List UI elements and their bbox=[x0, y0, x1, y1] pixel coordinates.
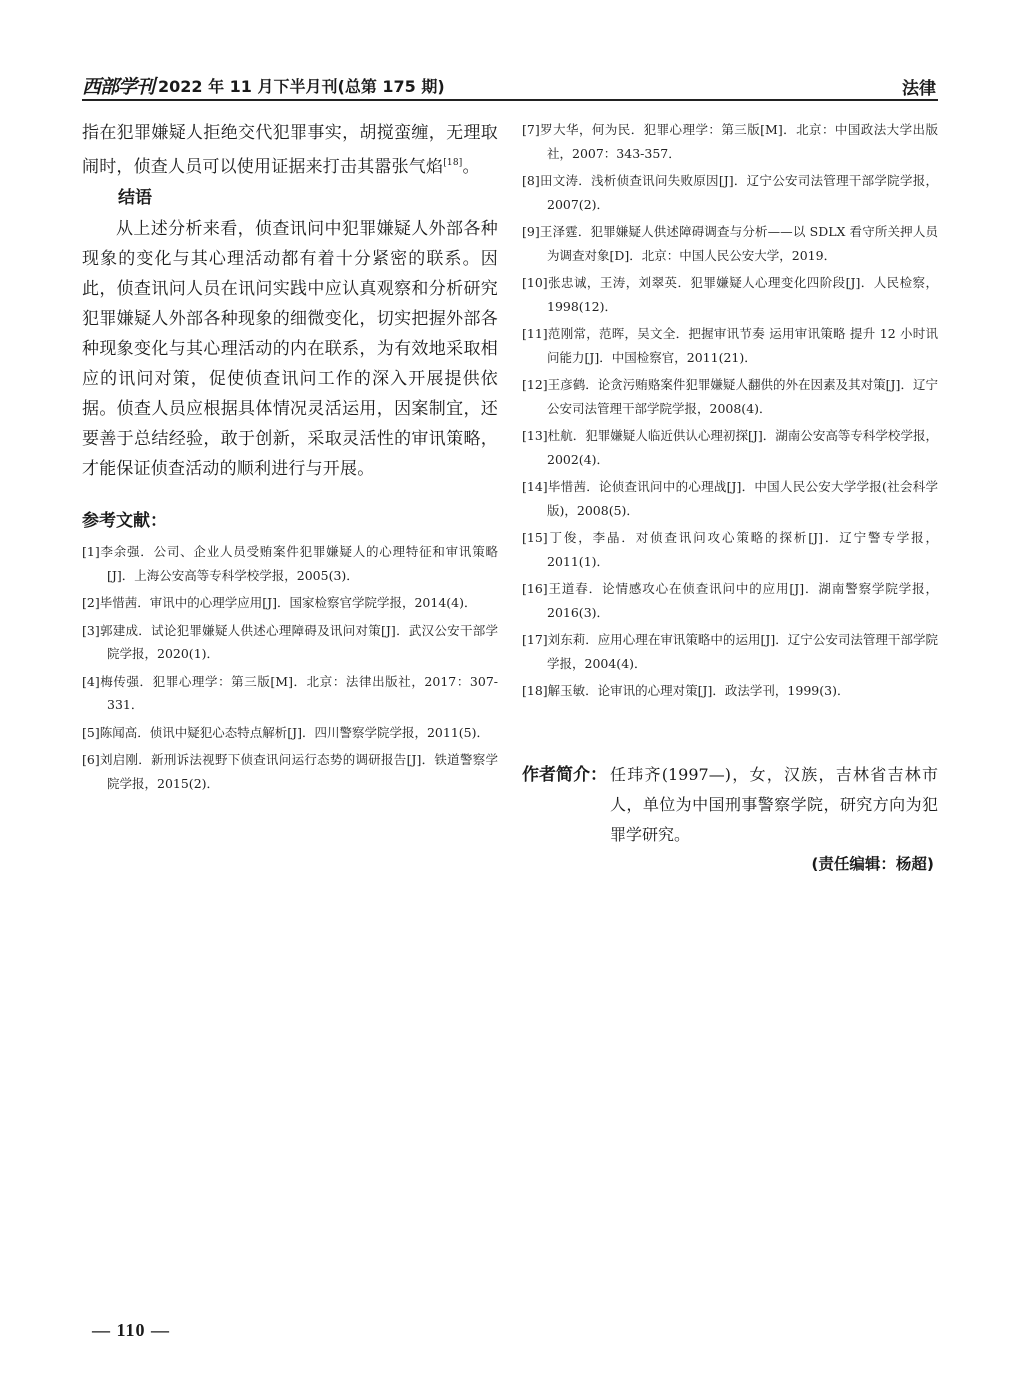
conclusion-heading: 结语 bbox=[118, 188, 152, 208]
reference-item: [18]解玉敏．论审讯的心理对策[J]．政法学刊，1999(3)． bbox=[522, 683, 850, 698]
section-label: 法律 bbox=[902, 79, 936, 99]
reference-item: [1]李余强．公司、企业人员受贿案件犯罪嫌疑人的心理特征和审讯策略[J]．上海公安高等专科学校学报，2005(3)． bbox=[82, 544, 498, 583]
references-heading: 参考文献： bbox=[82, 511, 167, 531]
author-text: 任玮齐(1997—)，女，汉族，吉林省吉林市人，单位为中国刑事警察学院，研究方向为犯罪学研究。 bbox=[610, 765, 938, 844]
reference-item: [2]毕惜茜．审讯中的心理学应用[J]．国家检察官学院学报，2014(4)． bbox=[82, 595, 477, 610]
reference-item: [16]王道春．论情感攻心在侦查讯问中的应用[J]．湖南警察学院学报，2016(3)． bbox=[522, 581, 938, 620]
reference-item: [17]刘东莉．应用心理在审讯策略中的运用[J]．辽宁公安司法管理干部学院学报，2004(4)． bbox=[522, 632, 938, 671]
reference-item: [12]王彦鹤．论贪污贿赂案件犯罪嫌疑人翻供的外在因素及其对策[J]．辽宁公安司法管理干部学院学报，2008(4)． bbox=[522, 377, 938, 416]
paragraph-1-text: 指在犯罪嫌疑人拒绝交代犯罪事实，胡搅蛮缠，无理取闹时，侦查人员可以使用证据来打击其嚣张气焰 bbox=[82, 123, 498, 177]
paragraph-1-end: 。 bbox=[462, 157, 480, 177]
left-column bbox=[82, 118, 498, 799]
responsible-editor: (责任编辑：杨超) bbox=[811, 855, 934, 873]
reference-item: [10]张忠诚，王涛，刘翠英．犯罪嫌疑人心理变化四阶段[J]．人民检察，1998(12)． bbox=[522, 275, 938, 314]
author-label: 作者简介： bbox=[522, 765, 607, 785]
body-paragraph-1 bbox=[82, 118, 498, 182]
page-header bbox=[82, 70, 938, 100]
reference-item: [6]刘启刚．新刑诉法视野下侦查讯问运行态势的调研报告[J]．铁道警察学院学报，2015(2)． bbox=[82, 752, 498, 791]
header-divider bbox=[82, 99, 938, 101]
conclusion-paragraph: 从上述分析来看，侦查讯问中犯罪嫌疑人外部各种现象的变化与其心理活动都有着十分紧密的联系。因此，侦查讯问人员在讯问实践中应认真观察和分析研究犯罪嫌疑人外部各种现象的细微变化，切实把握外部各种现象变化与其心理活动的内在联系，为有效地采取相应的讯问对策，促使侦查讯问工作的深入开展提供依据。侦查人员应根据具体情况灵活运用，因案制宜，还要善于总结经验，敢于创新，采取灵活性的审讯策略，才能保证侦查活动的顺利进行与开展。 bbox=[82, 219, 498, 479]
reference-item: [4]梅传强．犯罪心理学：第三版[M]．北京：法律出版社，2017：307-331． bbox=[82, 673, 498, 712]
reference-item: [13]杜航．犯罪嫌疑人临近供认心理初探[J]．湖南公安高等专科学校学报，2002(4)． bbox=[522, 428, 938, 467]
issue-info: 2022 年 11 月下半月刊(总第 175 期) bbox=[158, 77, 445, 96]
reference-item: [11]范刚常，范晖，吴文全．把握审讯节奏 运用审讯策略 提升 12 小时讯问能力[J]．中国检察官，2011(21)． bbox=[522, 326, 938, 365]
references-list-left bbox=[82, 540, 498, 795]
journal-logo: 西部学刊 bbox=[82, 76, 155, 98]
reference-item: [14]毕惜茜．论侦查讯问中的心理战[J]．中国人民公安大学学报(社会科学版)，2008(5)． bbox=[522, 479, 938, 518]
reference-item: [7]罗大华，何为民．犯罪心理学：第三版[M]．北京：中国政法大学出版社，2007：343-357． bbox=[522, 122, 938, 161]
reference-item: [3]郭建成．试论犯罪嫌疑人供述心理障碍及讯问对策[J]．武汉公安干部学院学报，2020(1)． bbox=[82, 622, 498, 661]
page-number: — 110 — bbox=[92, 1320, 171, 1340]
reference-item: [8]田文涛．浅析侦查讯问失败原因[J]．辽宁公安司法管理干部学院学报，2007(2)． bbox=[522, 173, 938, 212]
citation-superscript: [18] bbox=[443, 158, 463, 168]
reference-item: [5]陈闻高．侦讯中疑犯心态特点解析[J]．四川警察学院学报，2011(5)． bbox=[82, 724, 489, 740]
reference-item: [15]丁俊，李晶．对侦查讯问攻心策略的探析[J]．辽宁警专学报，2011(1)． bbox=[522, 530, 938, 569]
references-list-right bbox=[522, 118, 938, 707]
reference-item: [9]王泽霆．犯罪嫌疑人供述障碍调查与分析——以 SDLX 看守所关押人员为调查对象[D]．北京：中国人民公安大学，2019． bbox=[522, 224, 938, 263]
author-bio bbox=[522, 760, 938, 873]
